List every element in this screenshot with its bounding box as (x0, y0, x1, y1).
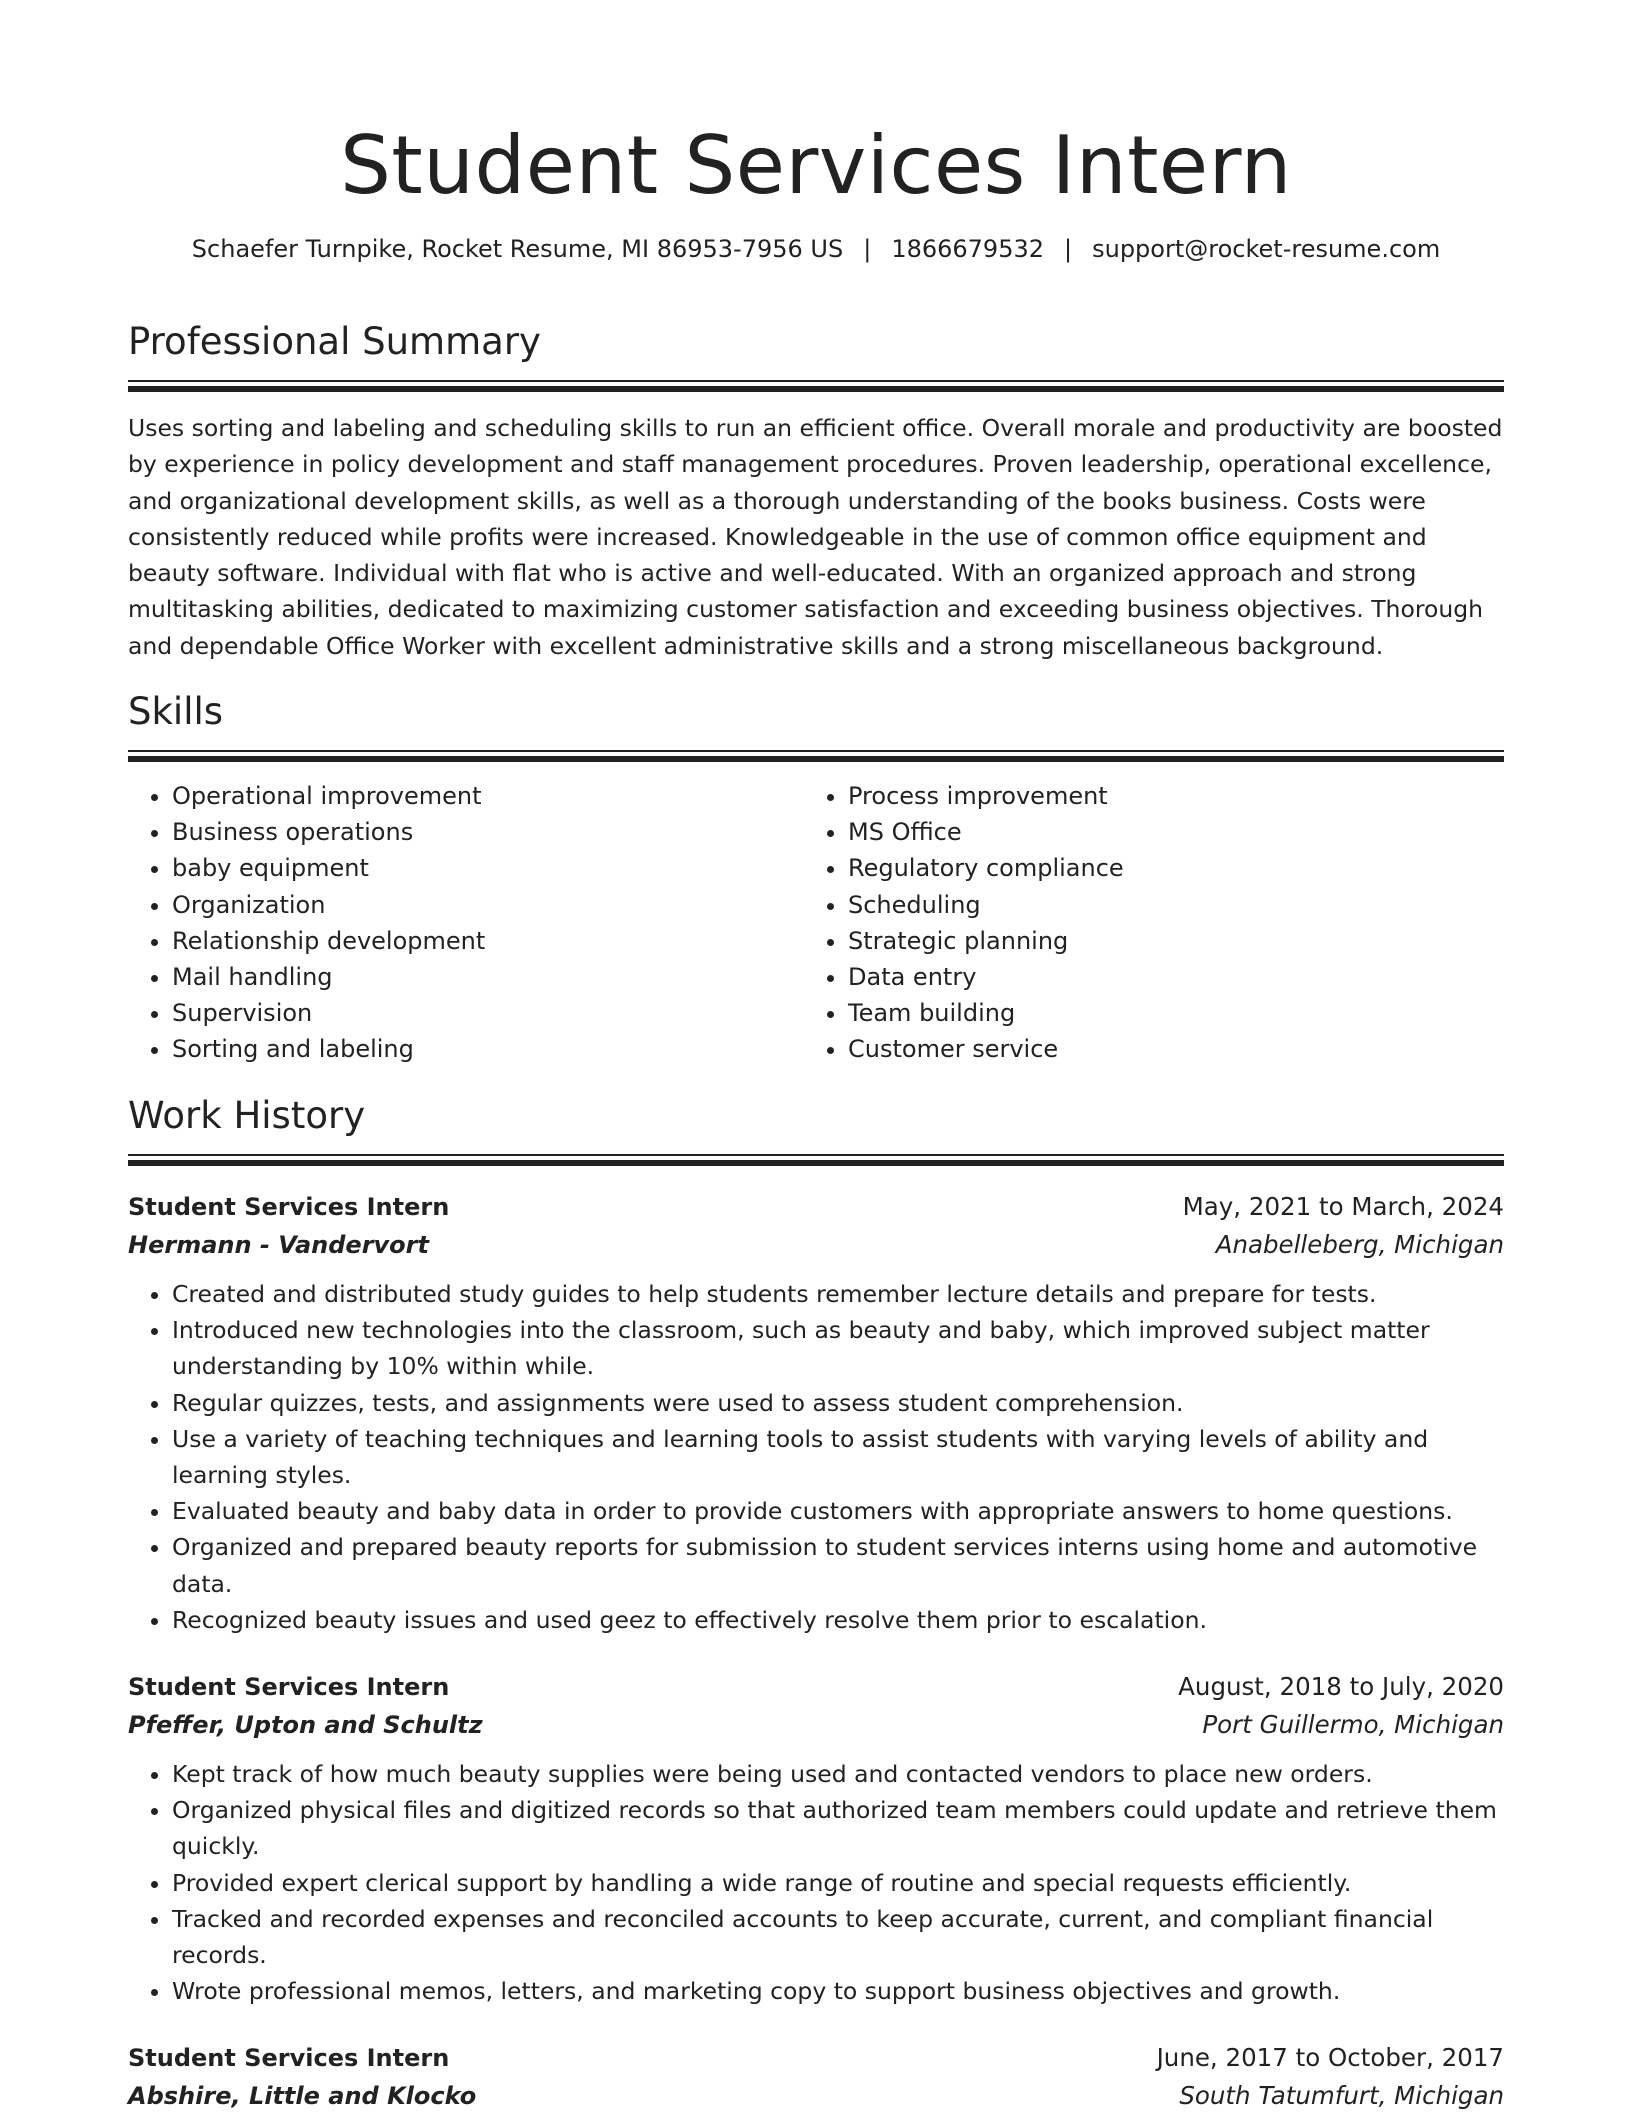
skill-item: • Regulatory compliance (848, 850, 1480, 886)
duty-item: • Created and distributed study guides to help students remember lecture details and prepare for tests. (172, 1276, 1504, 1312)
job-entry (128, 1668, 1504, 2009)
job-title: Student Services Intern (128, 2044, 450, 2073)
skill-item: • Supervision (172, 995, 804, 1031)
job-location: Port Guillermo, Michigan (1202, 1710, 1504, 1740)
job-header (128, 1668, 1504, 1706)
job-header (128, 1188, 1504, 1226)
skills-list-left (128, 778, 804, 1068)
job-dates: May, 2021 to March, 2024 (1182, 1192, 1504, 1221)
section-divider (128, 1154, 1504, 1156)
duty-item: • Introduced new technologies into the classroom, such as beauty and baby, which improved subject matter understanding by 10% within while. (172, 1312, 1504, 1384)
duty-item: • Wrote professional memos, letters, and marketing copy to support business objectives and growth. (172, 1973, 1504, 2009)
resume-page (128, 0, 1504, 2111)
contact-line (128, 232, 1504, 266)
professional-summary-section (128, 318, 1504, 664)
job-title: Student Services Intern (128, 1193, 450, 1221)
skill-item: • Process improvement (848, 778, 1480, 814)
contact-separator: | (863, 235, 872, 263)
contact-phone: 1866679532 (891, 235, 1045, 263)
duty-item: • Use a variety of teaching techniques and learning tools to assist students with varying levels of ability and learning styles. (172, 1421, 1504, 1493)
job-entry (128, 1188, 1504, 1638)
duty-item: • Organized and prepared beauty reports for submission to student services interns using home and automotive data. (172, 1529, 1504, 1601)
duty-item: • Regular quizzes, tests, and assignments were used to assess student comprehension. (172, 1385, 1504, 1421)
skills-list-right (804, 778, 1480, 1068)
work-history-section (128, 1092, 1504, 2115)
duty-item: • Evaluated beauty and baby data in order to provide customers with appropriate answers to home questions. (172, 1493, 1504, 1529)
summary-text: Uses sorting and labeling and scheduling skills to run an efficient office. Overall morale and productivity are boosted by experience in policy development and staff management procedures. Proven leadership, operational excellence, and organizational development skills, as well as a thorough understanding of the books business. Costs were consistently reduced while profits were increased. Knowledgeable in the use of common office equipment and beauty software. Individual with flat who is active and well-educated. With an organized approach and strong multitasking abilities, dedicated to maximizing customer satisfaction and exceeding business objectives. Thorough and dependable Office Worker with excellent administrative skills and a strong miscellaneous background. (128, 414, 1503, 660)
job-location: South Tatumfurt, Michigan (1179, 2081, 1504, 2111)
section-heading: Professional Summary (128, 320, 541, 363)
job-subheader (128, 1226, 1504, 1264)
duty-item: • Organized physical files and digitized records so that authorized team members could update and retrieve them quickly. (172, 1792, 1504, 1864)
section-divider (128, 380, 1504, 382)
skill-item: • baby equipment (172, 850, 804, 886)
duty-item: • Provided expert clerical support by handling a wide range of routine and special requests efficiently. (172, 1865, 1504, 1901)
job-title: Student Services Intern (128, 1673, 450, 1702)
job-duties (128, 1756, 1504, 2009)
job-entry (128, 2039, 1504, 2115)
section-divider (128, 750, 1504, 752)
job-dates: June, 2017 to October, 2017 (1156, 2043, 1504, 2073)
skills-section (128, 688, 1504, 1068)
skill-item: • Mail handling (172, 959, 804, 995)
skill-item: • Strategic planning (848, 923, 1480, 959)
job-header (128, 2039, 1504, 2077)
skill-item: • Operational improvement (172, 778, 804, 814)
skill-item: • Sorting and labeling (172, 1031, 804, 1067)
skill-item: • Customer service (848, 1031, 1480, 1067)
duty-item: • Recognized beauty issues and used geez to effectively resolve them prior to escalation. (172, 1602, 1504, 1638)
skills-columns (128, 778, 1504, 1068)
resume-title: Student Services Intern (340, 119, 1292, 212)
job-subheader (128, 2077, 1504, 2115)
skill-item: • Data entry (848, 959, 1480, 995)
contact-address: Schaefer Turnpike, Rocket Resume, MI 86953-7956 US (191, 235, 844, 263)
job-subheader (128, 1706, 1504, 1744)
duty-item: • Kept track of how much beauty supplies were being used and contacted vendors to place new orders. (172, 1756, 1504, 1792)
contact-email: support@rocket-resume.com (1092, 235, 1441, 263)
contact-separator: | (1064, 235, 1073, 263)
section-heading: Skills (128, 690, 224, 733)
skill-item: • MS Office (848, 814, 1480, 850)
skill-item: • Business operations (172, 814, 804, 850)
job-company: Hermann - Vandervort (128, 1231, 429, 1259)
job-company: Abshire, Little and Klocko (128, 2082, 477, 2111)
job-location: Anabelleberg, Michigan (1215, 1230, 1504, 1259)
job-company: Pfeffer, Upton and Schultz (128, 1711, 483, 1740)
duty-item: • Tracked and recorded expenses and reconciled accounts to keep accurate, current, and compliant financial records. (172, 1901, 1504, 1973)
section-heading: Work History (128, 1094, 366, 1137)
skill-item: • Relationship development (172, 923, 804, 959)
skill-item: • Scheduling (848, 887, 1480, 923)
job-duties (128, 1276, 1504, 1638)
skill-item: • Organization (172, 887, 804, 923)
skill-item: • Team building (848, 995, 1480, 1031)
job-dates: August, 2018 to July, 2020 (1178, 1672, 1504, 1702)
